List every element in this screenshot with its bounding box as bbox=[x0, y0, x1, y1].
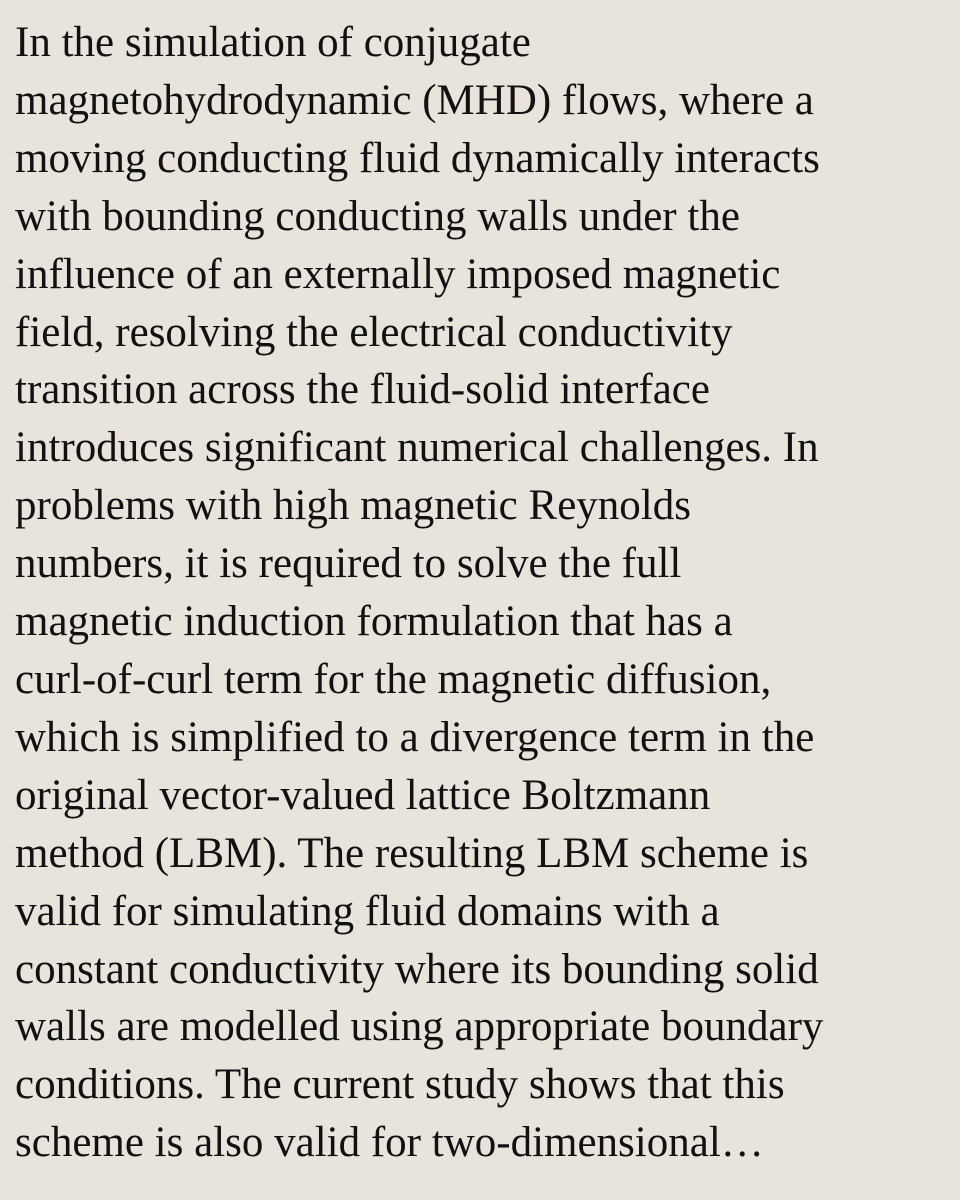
paragraph-line: transition across the fluid-solid interface bbox=[15, 366, 710, 414]
paragraph-line: problems with high magnetic Reynolds bbox=[15, 482, 691, 530]
paragraph-line: field, resolving the electrical conductivity bbox=[15, 308, 733, 356]
paragraph-line: scheme is also valid for two-dimensional… bbox=[15, 1119, 764, 1167]
paragraph-line: numbers, it is required to solve the full bbox=[15, 540, 682, 588]
paragraph-line: method (LBM). The resulting LBM scheme is bbox=[15, 829, 809, 877]
paragraph-line: constant conductivity where its bounding solid bbox=[15, 945, 819, 993]
paragraph-line: valid for simulating fluid domains with a bbox=[15, 887, 720, 935]
paragraph-line: curl-of-curl term for the magnetic diffusion, bbox=[15, 655, 772, 703]
paragraph-line: introduces significant numerical challenges. In bbox=[15, 424, 819, 472]
paragraph-line: moving conducting fluid dynamically interacts bbox=[15, 134, 820, 182]
abstract-paragraph bbox=[15, 14, 940, 1172]
paragraph-line: conditions. The current study shows that this bbox=[15, 1061, 785, 1109]
paragraph-line: with bounding conducting walls under the bbox=[15, 192, 740, 240]
paragraph-line: original vector-valued lattice Boltzmann bbox=[15, 771, 711, 819]
paragraph-line: magnetic induction formulation that has a bbox=[15, 598, 733, 646]
paragraph-line: In the simulation of conjugate bbox=[15, 19, 531, 66]
paragraph-line: influence of an externally imposed magnetic bbox=[15, 250, 781, 298]
paragraph-line: magnetohydrodynamic (MHD) flows, where a bbox=[15, 76, 814, 124]
paragraph-line: walls are modelled using appropriate boundary bbox=[15, 1003, 824, 1051]
paragraph-line: which is simplified to a divergence term in the bbox=[15, 713, 815, 761]
